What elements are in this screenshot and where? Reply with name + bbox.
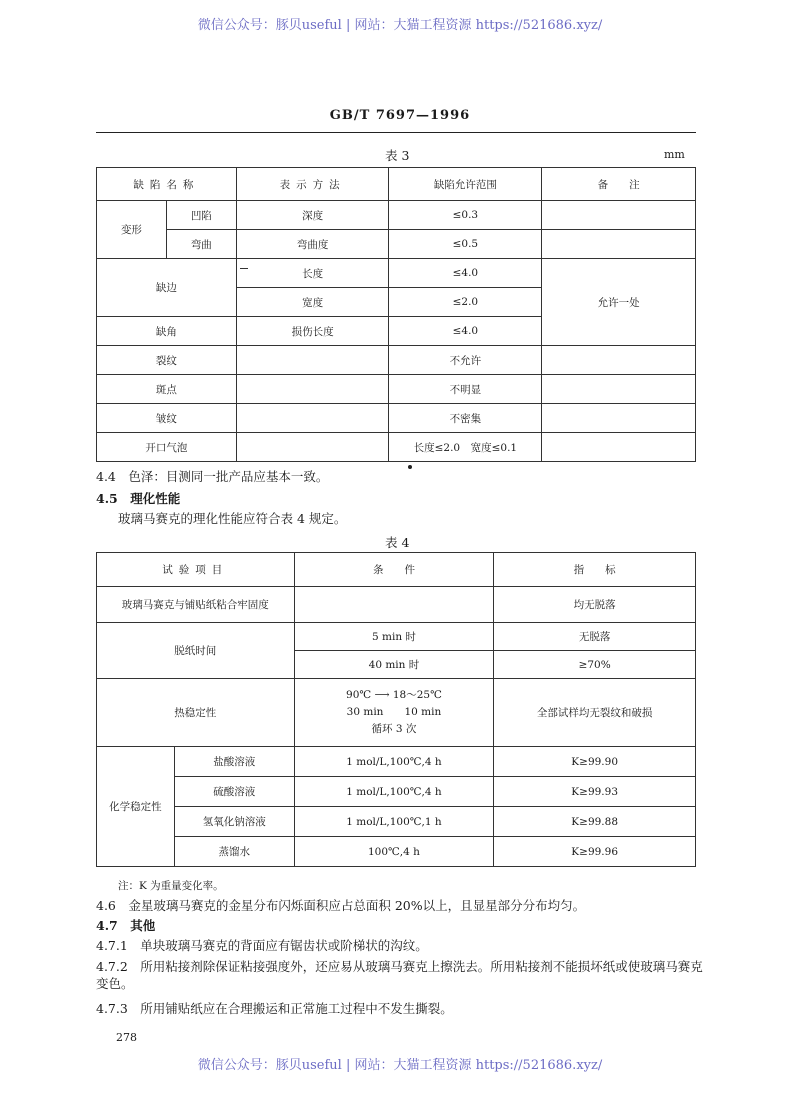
cell: 长度: [236, 259, 389, 288]
cell: ≥70%: [494, 651, 696, 679]
clause-4-7-3: 4.7.3 所用铺贴纸应在合理搬运和正常施工过程中不发生撕裂。: [96, 1001, 453, 1016]
condition-line: 30 min 10 min: [346, 706, 442, 718]
cell: [542, 230, 696, 259]
clause-4-7: 4.7 其他: [96, 918, 156, 933]
cell: 变形: [97, 201, 167, 259]
clause-4-5-text: 玻璃马赛克的理化性能应符合表 4 规定。: [118, 511, 347, 526]
cell: 开口气泡: [97, 433, 237, 462]
cell: 氢氧化钠溶液: [174, 807, 294, 837]
table4-note: 注：K 为重量变化率。: [118, 880, 224, 892]
table3: [96, 167, 696, 462]
header-cell: 缺陷允许范围: [389, 168, 542, 201]
cell: K≥99.90: [494, 747, 696, 777]
header-cell: 指 标: [494, 553, 696, 587]
watermark-bottom: 微信公众号：豚贝useful | 网站：大猫工程资源 https://521686.xyz/: [197, 1058, 603, 1073]
cell: 缺角: [97, 317, 237, 346]
cell: ≤2.0: [389, 288, 542, 317]
cell: 裂纹: [97, 346, 237, 375]
cell: 缺边: [97, 259, 237, 317]
table-row: [97, 623, 696, 651]
cell: [542, 433, 696, 462]
cell: [236, 404, 389, 433]
cell: [542, 404, 696, 433]
cell: 凹陷: [166, 201, 236, 230]
cell: 100℃,4 h: [294, 837, 494, 867]
clause-4-4: 4.4 色泽：目测同一批产品应基本一致。: [96, 469, 329, 484]
clause-4-7-1: 4.7.1 单块玻璃马赛克的背面应有锯齿状或阶梯状的沟纹。: [96, 938, 428, 953]
cell: ≤4.0: [389, 259, 542, 288]
cell: 斑点: [97, 375, 237, 404]
cell: [294, 587, 494, 623]
cell: [236, 375, 389, 404]
table-row: [97, 404, 696, 433]
table-row: [97, 346, 696, 375]
cell: K≥99.96: [494, 837, 696, 867]
cell: 全部试样均无裂纹和破损: [494, 679, 696, 747]
cell: K≥99.88: [494, 807, 696, 837]
table-row: [97, 259, 696, 288]
cell: 化学稳定性: [97, 747, 175, 867]
cell: 硫酸溶液: [174, 777, 294, 807]
cell: 弯曲: [166, 230, 236, 259]
cell: [236, 346, 389, 375]
table-row: [97, 433, 696, 462]
cell: K≥99.93: [494, 777, 696, 807]
header-cell: 备 注: [542, 168, 696, 201]
standard-number: GB/T 7697—1996: [329, 108, 471, 123]
cell: 1 mol/L,100℃,4 h: [294, 747, 494, 777]
header-cell: 表示方法: [236, 168, 389, 201]
table-row: [97, 747, 696, 777]
table3-unit: mm: [664, 148, 685, 161]
condition-line: 90℃ ⟶ 18～25℃: [346, 689, 442, 701]
clause-4-5: 4.5 理化性能: [96, 491, 181, 506]
header-cell: 缺陷名称: [97, 168, 237, 201]
cell: 均无脱落: [494, 587, 696, 623]
header-rule: [96, 132, 696, 133]
cell: 深度: [236, 201, 389, 230]
cell: 不密集: [389, 404, 542, 433]
cell: 1 mol/L,100℃,4 h: [294, 777, 494, 807]
cell: [542, 201, 696, 230]
table-row: [97, 553, 696, 587]
table-row: [97, 168, 696, 201]
table-row: [97, 201, 696, 230]
header-cell: 条 件: [294, 553, 494, 587]
cell: 5 min 时: [294, 623, 494, 651]
table-row: [97, 587, 696, 623]
cell: 1 mol/L,100℃,1 h: [294, 807, 494, 837]
cell: 长度≤2.0 宽度≤0.1: [389, 433, 542, 462]
cell: 弯曲度: [236, 230, 389, 259]
table-row: [97, 375, 696, 404]
table-row: [97, 837, 696, 867]
table-row: [97, 807, 696, 837]
cell: 热稳定性: [97, 679, 295, 747]
watermark-top: 微信公众号：豚贝useful | 网站：大猫工程资源 https://521686.xyz/: [197, 18, 603, 33]
cell: 蒸馏水: [174, 837, 294, 867]
cell: [542, 375, 696, 404]
clause-4-7-2: 4.7.2 所用粘接剂除保证粘接强度外，还应易从玻璃马赛克上擦洗去。所用粘接剂不能损坏纸或使玻璃马赛克变色。: [96, 959, 703, 991]
table-row: [97, 777, 696, 807]
cell: 皱纹: [97, 404, 237, 433]
table3-caption: 表 3: [385, 148, 410, 163]
cell: 允许一处: [542, 259, 696, 346]
clause-4-6: 4.6 金星玻璃马赛克的金星分布闪烁面积应占总面积 20%以上，且显星部分分布均匀。: [96, 898, 586, 913]
header-cell: 试验项目: [97, 553, 295, 587]
table4: [96, 552, 696, 867]
cell: [542, 346, 696, 375]
condition-line: 循环 3 次: [371, 723, 417, 735]
table-row: [97, 230, 696, 259]
cell: 无脱落: [494, 623, 696, 651]
cell: ≤0.3: [389, 201, 542, 230]
cell: 损伤长度: [236, 317, 389, 346]
cell: 40 min 时: [294, 651, 494, 679]
scan-mark: [240, 268, 248, 269]
cell: 玻璃马赛克与铺贴纸粘合牢固度: [97, 587, 295, 623]
cell: 不明显: [389, 375, 542, 404]
cell: [236, 433, 389, 462]
table-row: [97, 679, 696, 747]
cell: ≤0.5: [389, 230, 542, 259]
page-number: 278: [116, 1031, 137, 1044]
cell: 脱纸时间: [97, 623, 295, 679]
table4-caption: 表 4: [385, 535, 410, 550]
cell: 盐酸溶液: [174, 747, 294, 777]
cell: ≤4.0: [389, 317, 542, 346]
cell: 不允许: [389, 346, 542, 375]
cell: [294, 679, 494, 747]
cell: 宽度: [236, 288, 389, 317]
